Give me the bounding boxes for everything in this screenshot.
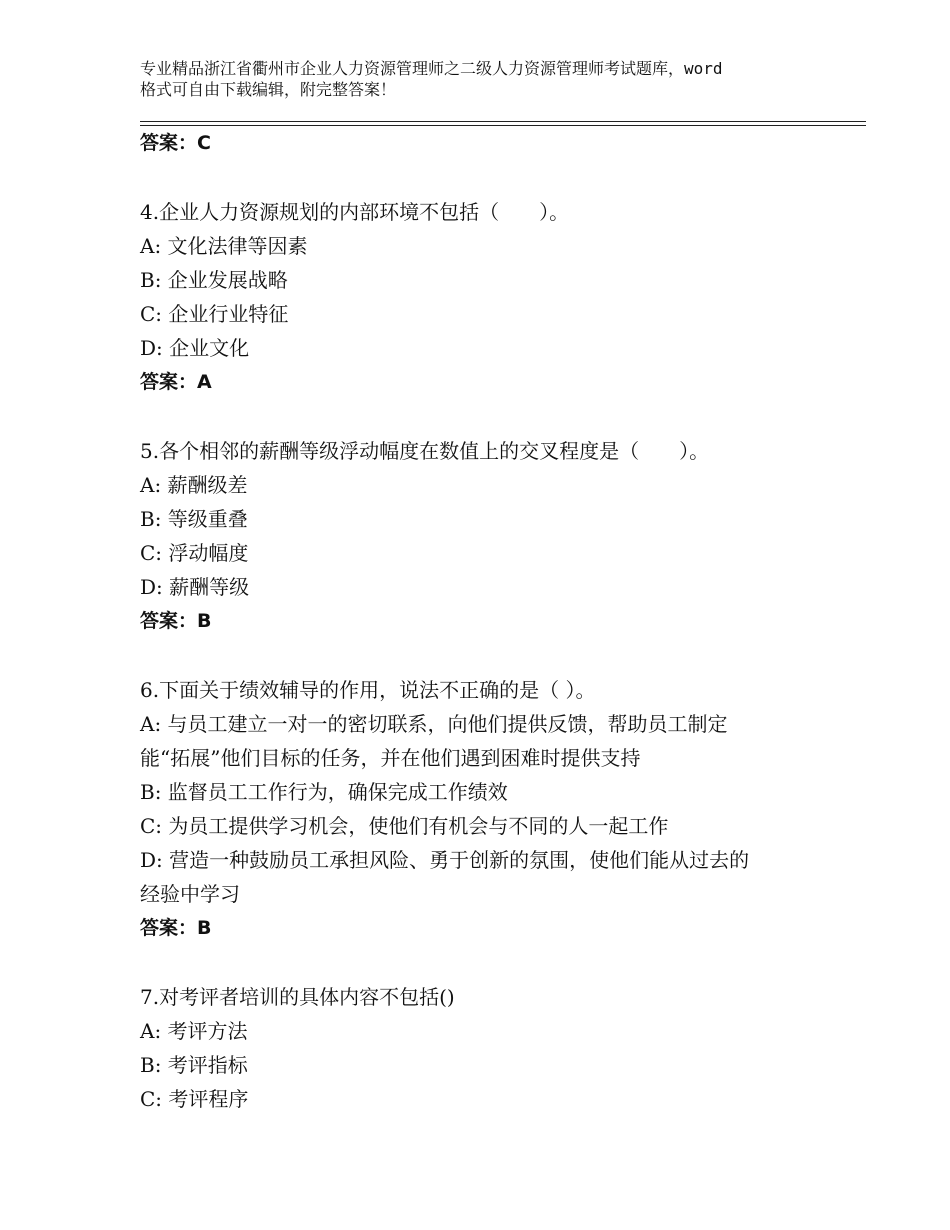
question-5-option-b: B: 等级重叠 — [140, 507, 248, 531]
question-6-option-a-line-1: A: 与员工建立一对一的密切联系，向他们提供反馈，帮助员工制定 — [140, 712, 728, 736]
question-5-option-c: C: 浮动幅度 — [140, 541, 249, 565]
question-4-option-a: A: 文化法律等因素 — [140, 234, 308, 258]
answer-q4: 答案：A — [140, 371, 212, 393]
header-rule-top — [140, 121, 866, 122]
answer-q5: 答案：B — [140, 610, 212, 632]
question-6-option-d-line-2: 经验中学习 — [140, 882, 240, 906]
question-6-option-b: B: 监督员工工作行为，确保完成工作绩效 — [140, 780, 508, 804]
answer-q3: 答案：C — [140, 132, 211, 154]
question-5-stem: 5.各个相邻的薪酬等级浮动幅度在数值上的交叉程度是（ ）。 — [140, 439, 710, 463]
question-7-option-a: A: 考评方法 — [140, 1019, 248, 1043]
question-4-option-d: D: 企业文化 — [140, 336, 250, 360]
answer-q6: 答案：B — [140, 917, 212, 939]
question-4-option-c: C: 企业行业特征 — [140, 302, 289, 326]
question-6-option-d-line-1: D: 营造一种鼓励员工承担风险、勇于创新的氛围，使他们能从过去的 — [140, 848, 750, 872]
page-header — [140, 58, 830, 100]
header-line-2: 格式可自由下载编辑，附完整答案！ — [140, 80, 397, 99]
question-4-stem: 4.企业人力资源规划的内部环境不包括（ ）。 — [140, 200, 570, 224]
question-6-option-c: C: 为员工提供学习机会，使他们有机会与不同的人一起工作 — [140, 814, 669, 838]
question-6-option-a-line-2: 能“拓展”他们目标的任务，并在他们遇到困难时提供支持 — [140, 746, 641, 770]
question-5-option-d: D: 薪酬等级 — [140, 575, 250, 599]
question-7-option-b: B: 考评指标 — [140, 1053, 248, 1077]
header-rule-bottom — [140, 125, 866, 126]
header-line-1: 专业精品浙江省衢州市企业人力资源管理师之二级人力资源管理师考试题库，word — [140, 59, 723, 78]
question-4-option-b: B: 企业发展战略 — [140, 268, 288, 292]
question-6-stem: 6.下面关于绩效辅导的作用，说法不正确的是（ ）。 — [140, 678, 596, 702]
question-5-option-a: A: 薪酬级差 — [140, 473, 248, 497]
question-7-option-c: C: 考评程序 — [140, 1087, 249, 1111]
question-7-stem: 7.对考评者培训的具体内容不包括() — [140, 985, 455, 1009]
